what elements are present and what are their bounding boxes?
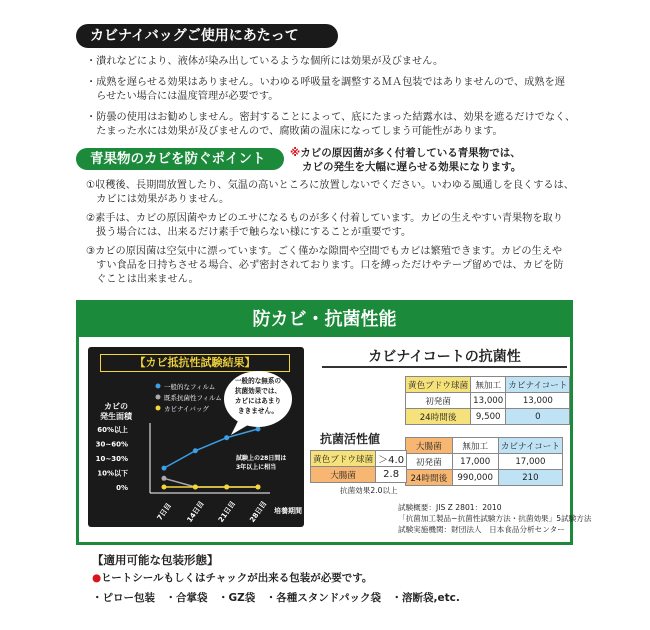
callout-text: 抗菌効果では、 — [234, 387, 282, 395]
x-tick-label: 28日目 — [248, 499, 269, 524]
table-cell: 24時間後 — [406, 409, 471, 425]
y-axis-label: 発生面積 — [100, 412, 132, 421]
packaging-types: ・ピロー包装 ・合掌袋 ・GZ袋 ・各種スタンドパック袋 ・溶断袋,etc. — [92, 592, 460, 604]
coat-title: カビナイコートの抗菌性 — [322, 346, 567, 368]
activity-title: 抗菌活性値 — [320, 432, 381, 446]
callout-text: 一般的な無系の — [234, 377, 282, 385]
requirement-text: ヒートシールもしくはチャックが出来る包装が必要です。 — [101, 572, 373, 584]
test-info-line: 試験概要：JIS Z 2801：2010 — [398, 503, 502, 512]
data-point — [224, 485, 229, 490]
data-point — [224, 435, 229, 440]
table-cell: 17,000 — [498, 454, 562, 470]
table-row — [406, 393, 570, 409]
table-cell: 無加工 — [452, 438, 498, 454]
table-header-row — [406, 438, 563, 454]
point-line: カビには効果がありません。 — [86, 194, 230, 205]
legend-marker — [156, 395, 161, 400]
chart-note: 3年以上に相当 — [236, 464, 277, 471]
series-line — [164, 429, 258, 468]
test-info — [398, 502, 591, 535]
x-tick-label: 21日目 — [216, 499, 238, 524]
section-title-usage: カビナイバッグご使用にあたって — [76, 24, 338, 48]
data-point — [162, 485, 167, 490]
point-line: ③カビの原因菌は空気中に漂っています。ごく僅かな隙間や空間でもカビは繁殖できます。カビの生えや — [86, 246, 563, 257]
activity-note: 抗菌効果2.0以上 — [340, 486, 398, 495]
table-cell: 24時間後 — [406, 470, 453, 486]
point-line: ぐことは出来ません。 — [86, 274, 199, 285]
table-cell: 大腸菌 — [311, 467, 376, 483]
table-cell: 無加工 — [471, 377, 506, 393]
point-line: すい食品を日持ちさせる場合、必ず密封されております。口を縛っただけやテープ留めでは、カビを防 — [86, 260, 564, 271]
usage-note-line: らせたい場合には温度管理が必要です。 — [86, 91, 279, 102]
antibacterial-table-staph — [405, 376, 570, 425]
x-axis-label: 培養期間 — [274, 507, 302, 515]
y-tick-label: 30~60% — [95, 440, 128, 449]
table-cell: 黄色ブドウ球菌 — [311, 451, 376, 467]
table-cell: 17,000 — [452, 454, 498, 470]
panel-title: 防カビ・抗菌性能 — [79, 303, 570, 337]
table-cell: 210 — [498, 470, 562, 486]
table-cell: 黄色ブドウ球菌 — [406, 377, 471, 393]
legend-label: 既系抗菌性フィルム — [164, 394, 222, 402]
table-cell: カビナイコート — [506, 377, 570, 393]
table-cell: 0 — [506, 409, 570, 425]
antibacterial-table-ecoli — [405, 437, 563, 486]
note-line: カビの原因菌が多く付着している青果物では、 — [300, 147, 521, 159]
table-cell: カビナイコート — [498, 438, 562, 454]
packaging-title: 【適用可能な包装形態】 — [92, 553, 219, 567]
table-cell: 初発菌 — [406, 454, 453, 470]
activity-table — [310, 450, 407, 483]
table-cell: 2.8 — [376, 467, 407, 483]
usage-note-line: たまった水には効果が及びませんので、腐敗菌の温床になってしまう可能性があります。 — [86, 126, 503, 137]
table-cell: 初発菌 — [406, 393, 471, 409]
note-line: カビの発生を大幅に遅らせる効果になります。 — [302, 161, 522, 173]
chart-note: 試験上の28日間は — [236, 455, 287, 462]
point-line: 扱う場合には、出来るだけ素手で触らない様にすることが重要です。 — [86, 227, 412, 238]
x-tick-label: 7日目 — [155, 501, 174, 522]
data-point — [162, 466, 167, 471]
table-row — [406, 470, 563, 486]
table-row — [311, 467, 407, 483]
table-row — [311, 451, 407, 467]
section-title-points: 青果物のカビを防ぐポイント — [76, 148, 284, 170]
y-tick-label: 10~30% — [95, 455, 128, 463]
points-note — [290, 146, 521, 174]
test-info-line: 「抗菌加工製品−抗菌性試験方法・抗菌効果」5試験方法 — [398, 514, 592, 523]
table-cell: 13,000 — [506, 393, 570, 409]
data-point — [193, 485, 198, 490]
table-cell: ＞4.0 — [376, 451, 407, 467]
data-point — [162, 476, 167, 481]
y-tick-label: 0% — [116, 484, 128, 492]
table-cell: 9,500 — [471, 409, 506, 425]
usage-note-line: ・潰れなどにより、液体が染み出しているような個所には効果が及びません。 — [86, 56, 444, 67]
chart-title: 【カビ抵抗性試験結果】 — [100, 354, 290, 372]
table-header-row — [406, 377, 570, 393]
table-cell: 大腸菌 — [406, 438, 453, 454]
point-line: ①収穫後、長期間放置したり、気温の高いところに放置しないでください。いわゆる風通しを良くするは、 — [86, 180, 574, 191]
data-point — [193, 448, 198, 453]
legend-label: カビナイバッグ — [164, 405, 209, 413]
legend-marker — [156, 406, 161, 411]
legend-marker — [156, 384, 161, 389]
table-row — [406, 409, 570, 425]
callout-text: カビにはあまり — [234, 397, 282, 405]
usage-note-line: ・成熟を遅らせる効果はありません。いわゆる呼吸量を調整するＭＡ包装ではありませんので、成熟を遅 — [86, 77, 565, 88]
usage-note-line: ・防曇の使用はお勧めしません。密封することによって、底にたまった結露水は、効果を遮るだけでなく、 — [86, 112, 576, 123]
point-line: ②素手は、カビの原因菌やカビのエサになるものが多く付着しています。カビの生えやすい青果物を取り — [86, 213, 563, 224]
table-cell: 990,000 — [452, 470, 498, 486]
chart-svg — [88, 347, 304, 527]
y-axis-label: カビの — [104, 402, 128, 411]
callout-text: ききません。 — [238, 407, 278, 415]
packaging-requirement — [92, 570, 372, 585]
data-point — [256, 485, 261, 490]
x-tick-label: 14日目 — [185, 499, 206, 524]
bullet-icon: ● — [92, 572, 102, 584]
note-mark: ※ — [290, 147, 301, 159]
table-row — [406, 454, 563, 470]
series-line — [164, 478, 258, 487]
y-tick-label: 60%以上 — [97, 426, 128, 434]
table-cell: 13,000 — [471, 393, 506, 409]
y-tick-label: 10%以下 — [97, 469, 128, 478]
test-info-line: 試験実施機関：財団法人 日本食品分析センター — [398, 525, 565, 534]
legend-label: 一般的なフィルム — [164, 383, 216, 391]
data-point — [256, 427, 261, 432]
